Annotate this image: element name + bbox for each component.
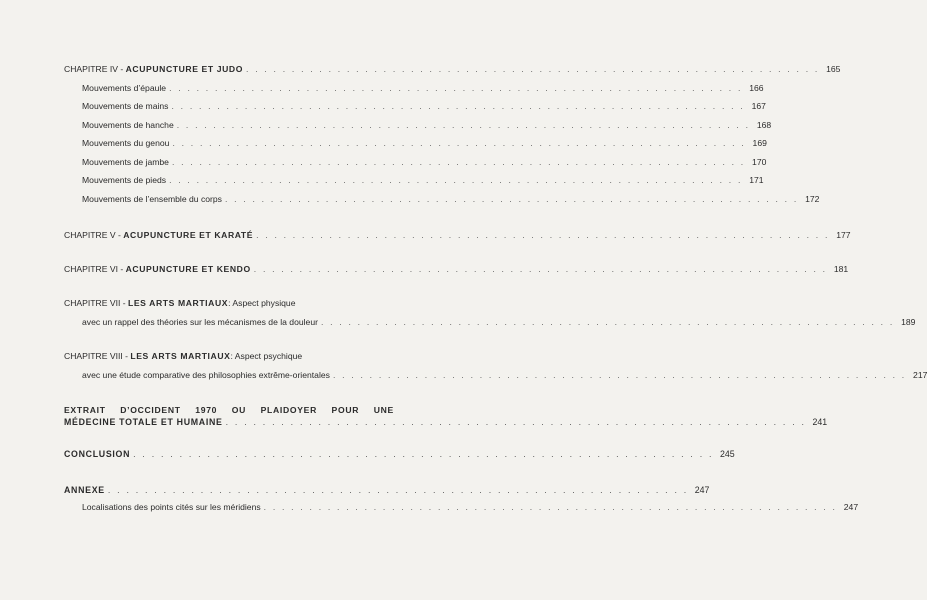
toc-label: Mouvements de hanche: [82, 120, 174, 130]
toc-entry: [82, 120, 772, 131]
leader-dots: . . . . . . . . . . . . . . . . . . . . . . . . . . . . . . . . . . . . . . . . . . . . . . . . . . . . . . . . . . . . . . .: [176, 120, 751, 130]
toc-label: Mouvements de l’ensemble du corps: [82, 194, 222, 204]
page-number: 166: [749, 83, 764, 93]
toc-label: CHAPITRE VI - ACUPUNCTURE ET KENDO: [64, 264, 251, 274]
leader-dots: . . . . . . . . . . . . . . . . . . . . . . . . . . . . . . . . . . . . . . . . . . . . . . . . . . . . . . . . . . . . . . .: [169, 83, 743, 93]
page-number: 189: [901, 317, 916, 327]
page-number: 247: [843, 502, 859, 512]
leader-dots: . . . . . . . . . . . . . . . . . . . . . . . . . . . . . . . . . . . . . . . . . . . . . . . . . . . . . . . . . . . . . . .: [172, 138, 746, 148]
leader-dots: . . . . . . . . . . . . . . . . . . . . . . . . . . . . . . . . . . . . . . . . . . . . . . . . . . . . . . . . . . . . . . .: [320, 317, 895, 327]
toc-label: Mouvements du genou: [82, 138, 170, 148]
toc-label: CONCLUSION: [64, 449, 131, 459]
toc-label: avec un rappel des théories sur les mécanismes de la douleur: [82, 317, 318, 327]
page-number: 171: [749, 175, 764, 185]
page-number: 177: [836, 230, 851, 240]
toc-entry: [82, 175, 764, 186]
leader-dots: . . . . . . . . . . . . . . . . . . . . . . . . . . . . . . . . . . . . . . . . . . . . . . . . . . . . . . . . . . . . . . .: [171, 157, 746, 167]
toc-entry-chapitre-iv: [64, 64, 841, 75]
toc-entry-chapitre-vi: [64, 264, 849, 275]
leader-dots: . . . . . . . . . . . . . . . . . . . . . . . . . . . . . . . . . . . . . . . . . . . . . . . . . . . . . . . . . . . . . . .: [107, 485, 689, 495]
leader-dots: . . . . . . . . . . . . . . . . . . . . . . . . . . . . . . . . . . . . . . . . . . . . . . . . . . . . . . . . . . . . . . .: [169, 175, 743, 185]
toc-label: Mouvements d’épaule: [82, 83, 167, 93]
page-number: 245: [719, 449, 735, 459]
toc-label: ANNEXE: [64, 485, 105, 495]
page-number: 241: [812, 417, 828, 427]
leader-dots: . . . . . . . . . . . . . . . . . . . . . . . . . . . . . . . . . . . . . . . . . . . . . . . . . . . . . . . . . . . . . . .: [133, 449, 714, 459]
toc-entry-annexe: [64, 485, 710, 496]
leader-dots: . . . . . . . . . . . . . . . . . . . . . . . . . . . . . . . . . . . . . . . . . . . . . . . . . . . . . . . . . . . . . . .: [171, 101, 745, 111]
page-number: 169: [752, 138, 767, 148]
leader-dots: . . . . . . . . . . . . . . . . . . . . . . . . . . . . . . . . . . . . . . . . . . . . . . . . . . . . . . . . . . . . . . .: [253, 264, 828, 274]
toc-entry: [82, 502, 859, 513]
page-number: 167: [751, 101, 766, 111]
toc-entry-chapitre-v: [64, 230, 851, 241]
page-number: 168: [756, 120, 772, 130]
toc-entry: [82, 83, 764, 94]
toc-entry: [82, 370, 927, 381]
toc-entry-chapitre-viii: CHAPITRE VIII - LES ARTS MARTIAUX: Aspect psychique: [64, 351, 303, 361]
toc-label: MÉDECINE TOTALE ET HUMAINE: [64, 417, 223, 427]
page-number: 247: [694, 485, 710, 495]
toc-entry: [82, 194, 820, 205]
toc-label: Mouvements de mains: [82, 101, 169, 111]
page-number: 181: [833, 264, 849, 274]
leader-dots: . . . . . . . . . . . . . . . . . . . . . . . . . . . . . . . . . . . . . . . . . . . . . . . . . . . . . . . . . . . . . . .: [225, 417, 807, 427]
toc-label: CHAPITRE IV - ACUPUNCTURE ET JUDO: [64, 64, 244, 74]
page-number: 217: [913, 370, 927, 380]
toc-entry: [82, 101, 766, 112]
page-number: 165: [826, 64, 841, 74]
toc-entry-conclusion: [64, 449, 735, 460]
toc-entry: [82, 317, 916, 328]
leader-dots: . . . . . . . . . . . . . . . . . . . . . . . . . . . . . . . . . . . . . . . . . . . . . . . . . . . . . . . . . . . . . . .: [224, 194, 799, 204]
toc-label: Mouvements de pieds: [82, 175, 167, 185]
toc-entry-extrait-line2: [64, 417, 828, 428]
toc-label: Localisations des points cités sur les méridiens: [82, 502, 261, 512]
toc-entry-extrait-line1: EXTRAIT D’OCCIDENT 1970 OU PLAIDOYER POUR UNE: [64, 405, 394, 415]
page-number: 172: [805, 194, 820, 204]
toc-entry: [82, 138, 767, 149]
leader-dots: . . . . . . . . . . . . . . . . . . . . . . . . . . . . . . . . . . . . . . . . . . . . . . . . . . . . . . . . . . . . . . .: [263, 502, 838, 512]
toc-label: Mouvements de jambe: [82, 157, 169, 167]
leader-dots: . . . . . . . . . . . . . . . . . . . . . . . . . . . . . . . . . . . . . . . . . . . . . . . . . . . . . . . . . . . . . . .: [256, 230, 830, 240]
toc-entry: [82, 157, 767, 168]
toc-label: CHAPITRE V - ACUPUNCTURE ET KARATÉ: [64, 230, 254, 240]
toc-entry-chapitre-vii: CHAPITRE VII - LES ARTS MARTIAUX: Aspect physique: [64, 298, 296, 308]
leader-dots: . . . . . . . . . . . . . . . . . . . . . . . . . . . . . . . . . . . . . . . . . . . . . . . . . . . . . . . . . . . . . . .: [246, 64, 820, 74]
page-number: 170: [752, 157, 767, 167]
toc-label: avec une étude comparative des philosophies extrême-orientales: [82, 370, 330, 380]
leader-dots: . . . . . . . . . . . . . . . . . . . . . . . . . . . . . . . . . . . . . . . . . . . . . . . . . . . . . . . . . . . . . . .: [332, 370, 907, 380]
